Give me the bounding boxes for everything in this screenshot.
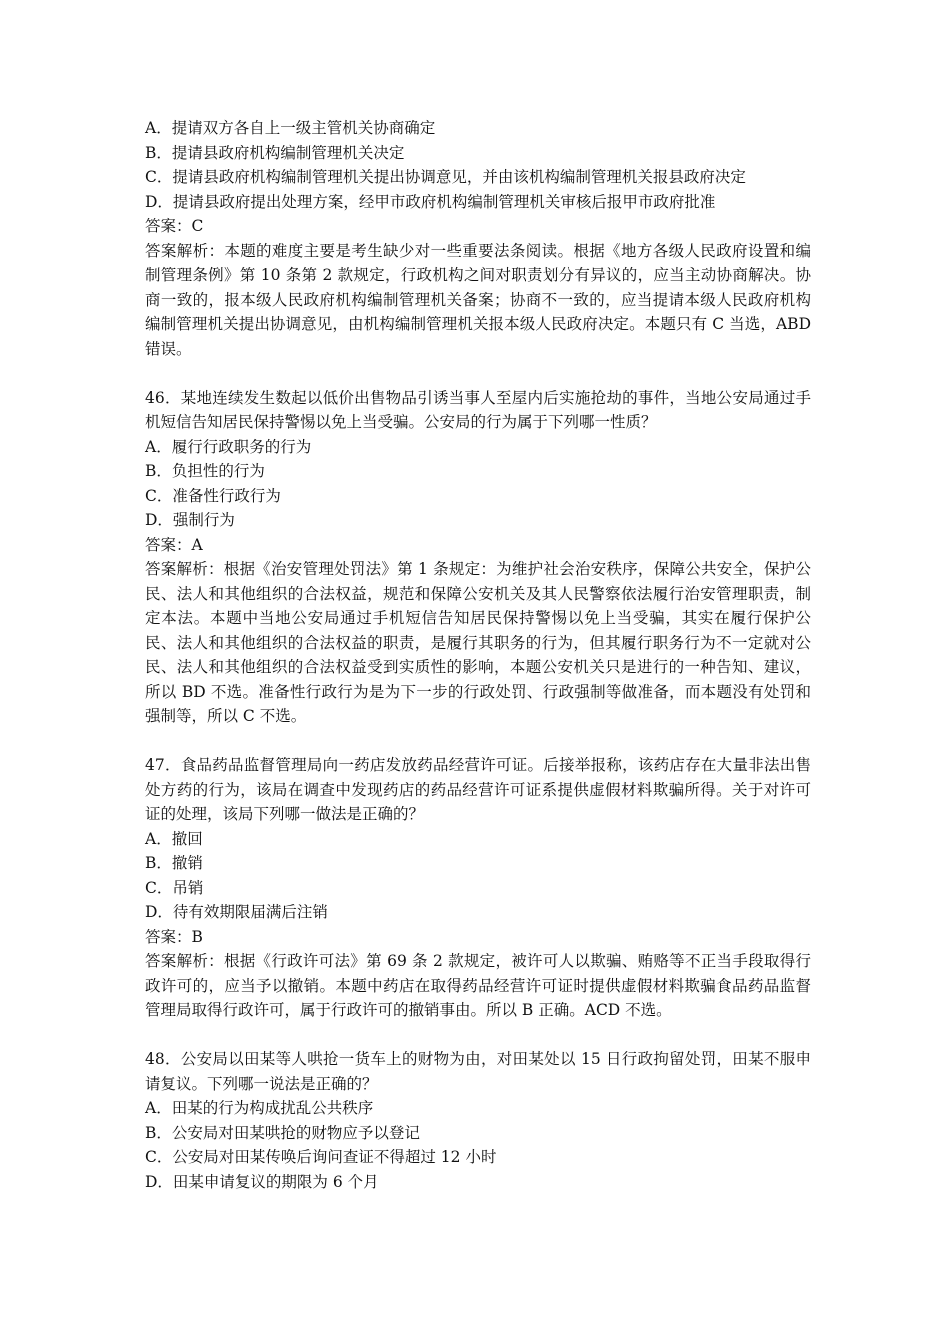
question-45-section bbox=[145, 116, 811, 361]
q46-answer: 答案：A bbox=[145, 535, 203, 554]
paragraph-spacer bbox=[145, 361, 811, 386]
q46-option-d: D．强制行为 bbox=[145, 511, 235, 529]
question-48-section bbox=[145, 1047, 811, 1194]
paragraph-spacer bbox=[145, 1023, 811, 1048]
q47-analysis: 答案解析：根据《行政许可法》第 69 条 2 款规定，被许可人以欺骗、贿赂等不正当手段取得行政许可的，应当予以撤销。本题中药店在取得药品经营许可证时提供虚假材料欺骗食品药品监督管理局取得行政许可，属于行政许可的撤销事由。所以 B 正确。ACD 不选。 bbox=[145, 952, 811, 1019]
q47-option-b: B．撤销 bbox=[145, 854, 203, 872]
question-46-section bbox=[145, 386, 811, 729]
q48-option-d: D．田某申请复议的期限为 6 个月 bbox=[145, 1172, 379, 1191]
q45-option-c: C．提请县政府机构编制管理机关提出协调意见，并由该机构编制管理机关报县政府决定 bbox=[145, 168, 746, 186]
q47-option-c: C．吊销 bbox=[145, 878, 204, 897]
q48-option-a: A．田某的行为构成扰乱公共秩序 bbox=[145, 1099, 374, 1117]
q45-answer: 答案：C bbox=[145, 217, 204, 235]
q45-option-a: A．提请双方各自上一级主管机关协商确定 bbox=[145, 119, 436, 137]
q46-option-b: B．负担性的行为 bbox=[145, 462, 265, 480]
q47-answer: 答案：B bbox=[145, 927, 203, 946]
q48-option-b: B．公安局对田某哄抢的财物应予以登记 bbox=[145, 1123, 420, 1142]
q46-option-a: A．履行行政职务的行为 bbox=[145, 437, 312, 456]
document-page bbox=[145, 116, 811, 1194]
q45-option-b: B．提请县政府机构编制管理机关决定 bbox=[145, 143, 405, 162]
q47-option-a: A．撤回 bbox=[145, 829, 203, 848]
q46-option-c: C．准备性行政行为 bbox=[145, 486, 281, 505]
q46-analysis: 答案解析：根据《治安管理处罚法》第 1 条规定：为维护社会治安秩序，保障公共安全，保护公民、法人和其他组织的合法权益，规范和保障公安机关及其人民警察依法履行治安管理职责，制定本法。本题中当地公安局通过手机短信告知居民保持警惕以免上当受骗，其实在履行保护公民、法人和其他组织的合法权益的职责，是履行其职务的行为，但其履行职务行为不一定就对公民、法人和其他组织的合法权益受到实质性的影响，本题公安机关只是进行的一种告知、建议，所以 BD 不选。准备性行政行为是为下一步的行政处罚、行政强制等做准备，而本题没有处罚和强制等，所以 C 不选。 bbox=[145, 560, 811, 725]
q45-analysis: 答案解析：本题的难度主要是考生缺少对一些重要法条阅读。根据《地方各级人民政府设置和编制管理条例》第 10 条第 2 款规定，行政机构之间对职责划分有异议的，应当主动协商解决。协商一致的，报本级人民政府机构编制管理机关备案；协商不一致的，应当提请本级人民政府机构编制管理机关提出协调意见，由机构编制管理机关报本级人民政府决定。本题只有 C 当选，ABD 错误。 bbox=[145, 241, 811, 358]
q48-stem: 48．公安局以田某等人哄抢一货车上的财物为由，对田某处以 15 日行政拘留处罚，田某不服申请复议。下列哪一说法是正确的？ bbox=[145, 1050, 811, 1093]
question-47-section bbox=[145, 753, 811, 1023]
paragraph-spacer bbox=[145, 729, 811, 754]
q48-option-c: C．公安局对田某传唤后询问查证不得超过 12 小时 bbox=[145, 1148, 497, 1166]
q47-stem: 47．食品药品监督管理局向一药店发放药品经营许可证。后接举报称，该药店存在大量非法出售处方药的行为，该局在调查中发现药店的药品经营许可证系提供虚假材料欺骗所得。关于对许可证的处理，该局下列哪一做法是正确的？ bbox=[145, 756, 811, 823]
q47-option-d: D．待有效期限届满后注销 bbox=[145, 903, 328, 921]
q45-option-d: D．提请县政府提出处理方案，经甲市政府机构编制管理机关审核后报甲市政府批准 bbox=[145, 192, 716, 211]
q46-stem: 46．某地连续发生数起以低价出售物品引诱当事人至屋内后实施抢劫的事件，当地公安局通过手机短信告知居民保持警惕以免上当受骗。公安局的行为属于下列哪一性质？ bbox=[145, 388, 811, 431]
